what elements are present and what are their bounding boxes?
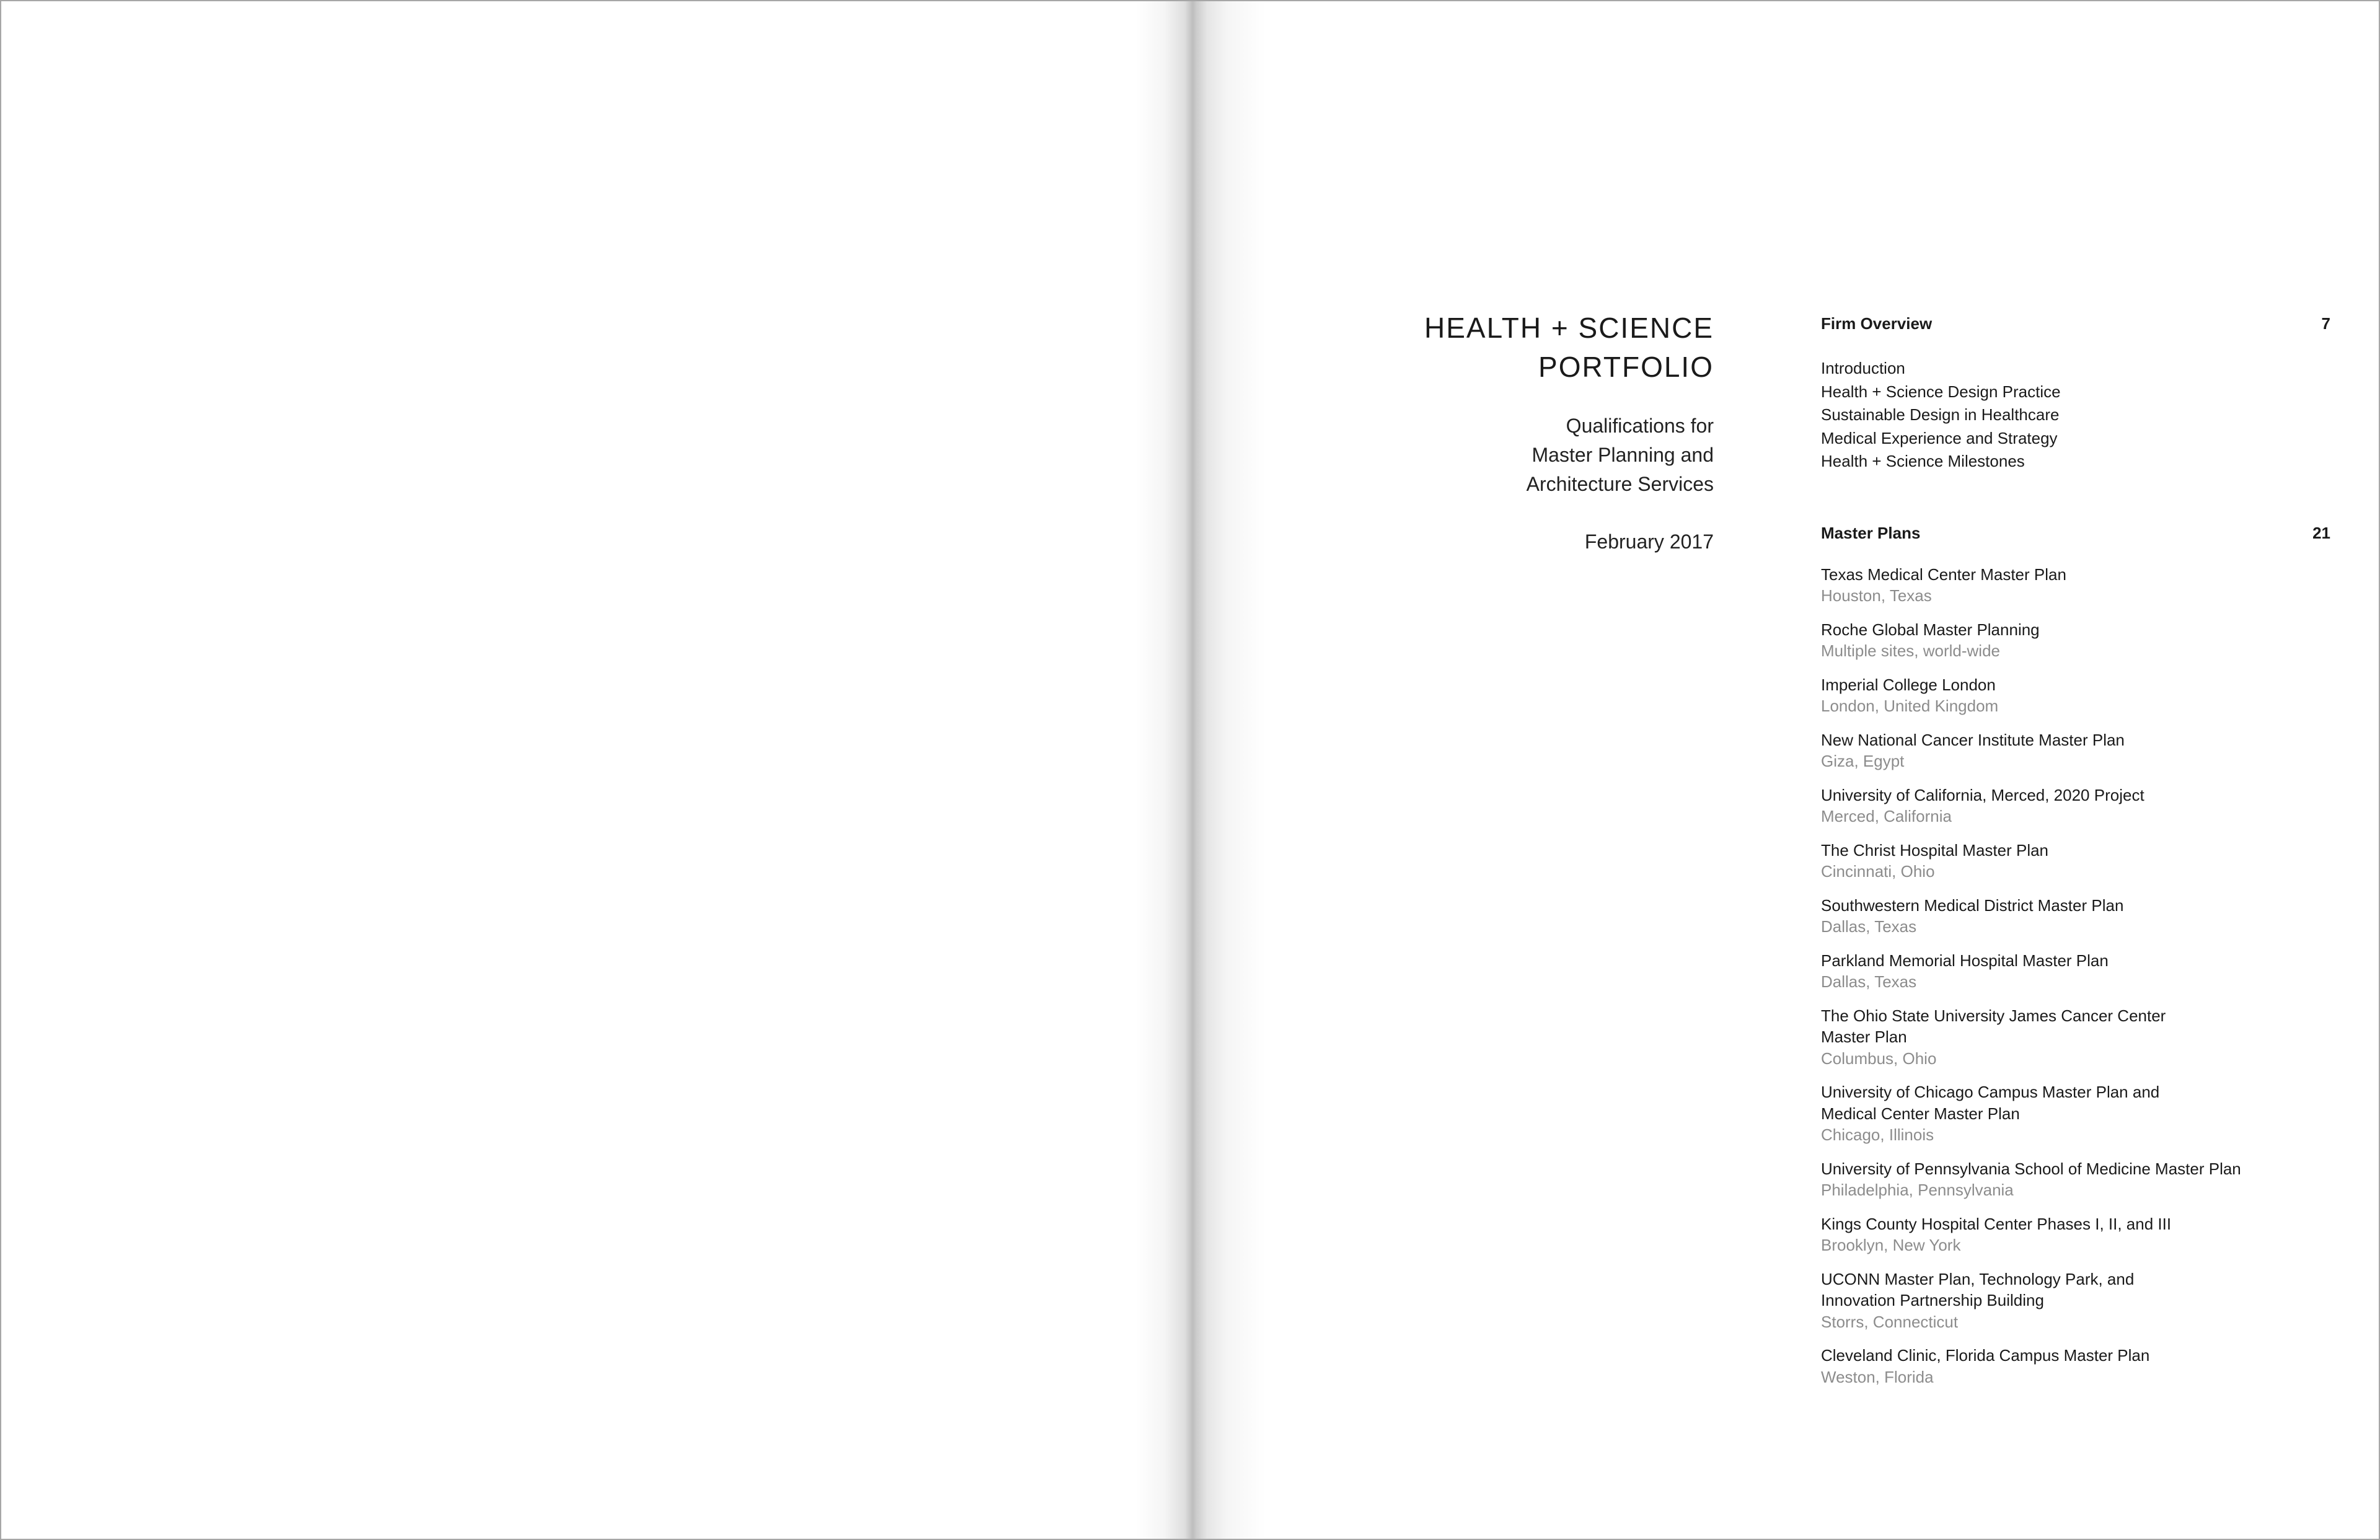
plan-title: Texas Medical Center Master Plan <box>1821 565 2066 584</box>
toc-heading[interactable] <box>1821 521 2330 545</box>
subtitle-line: Architecture Services <box>1526 473 1714 495</box>
toc-list-item[interactable]: Health + Science Milestones <box>1821 452 2025 470</box>
plan-location: Columbus, Ohio <box>1821 1049 1937 1068</box>
toc-plan-entry[interactable] <box>1821 950 2330 993</box>
toc-plan-entry[interactable] <box>1821 1213 2330 1256</box>
plan-title: University of Pennsylvania School of Medicine Master Plan <box>1821 1159 2241 1178</box>
portfolio-subtitle <box>1280 411 1714 499</box>
plan-location: Giza, Egypt <box>1821 752 1905 770</box>
plan-title: The Christ Hospital Master Plan <box>1821 840 2049 860</box>
toc-plan-entry[interactable] <box>1821 1081 2330 1146</box>
toc-list-item[interactable]: Medical Experience and Strategy <box>1821 428 2058 447</box>
plan-location: Merced, California <box>1821 807 1952 825</box>
toc-list-item[interactable]: Sustainable Design in Healthcare <box>1821 405 2060 424</box>
plan-location: Houston, Texas <box>1821 586 1932 605</box>
plan-location: Multiple sites, world-wide <box>1821 641 2000 660</box>
plan-location: Cincinnati, Ohio <box>1821 862 1935 881</box>
plan-title: Imperial College London <box>1821 675 1996 694</box>
plan-location: Philadelphia, Pennsylvania <box>1821 1181 2014 1199</box>
toc-section-firm-overview <box>1821 311 2330 473</box>
toc-overview-list <box>1821 357 2330 473</box>
plan-title: Master Plan <box>1821 1027 1907 1046</box>
plan-title: Southwestern Medical District Master Plan <box>1821 895 2124 915</box>
plan-title: University of California, Merced, 2020 Project <box>1821 785 2144 804</box>
toc-list-item[interactable]: Health + Science Design Practice <box>1821 382 2061 401</box>
plan-location: Dallas, Texas <box>1821 917 1917 936</box>
publication-date: February 2017 <box>1584 530 1714 553</box>
table-of-contents <box>1821 311 2330 1400</box>
toc-plan-entry[interactable] <box>1821 674 2330 717</box>
plan-location: Dallas, Texas <box>1821 972 1917 991</box>
toc-plan-entry[interactable] <box>1821 619 2330 662</box>
toc-plan-entry[interactable] <box>1821 729 2330 772</box>
toc-page-number: 21 <box>2312 523 2330 542</box>
toc-plan-entry[interactable] <box>1821 785 2330 827</box>
toc-heading-label: Firm Overview <box>1821 314 1933 333</box>
toc-plan-entry[interactable] <box>1821 840 2330 882</box>
plan-location: Brooklyn, New York <box>1821 1236 1961 1254</box>
toc-plan-entry[interactable] <box>1821 564 2330 607</box>
toc-heading-label: Master Plans <box>1821 523 1921 542</box>
plan-title: The Ohio State University James Cancer Center <box>1821 1006 2166 1025</box>
plan-title: Cleveland Clinic, Florida Campus Master Plan <box>1821 1346 2150 1365</box>
title-line: HEALTH + SCIENCE <box>1424 312 1714 344</box>
toc-plan-entry[interactable] <box>1821 1005 2330 1070</box>
subtitle-line: Master Planning and <box>1532 444 1714 466</box>
plan-title: Innovation Partnership Building <box>1821 1291 2044 1309</box>
toc-master-plans-list <box>1821 564 2330 1388</box>
plan-title: University of Chicago Campus Master Plan and <box>1821 1083 2160 1101</box>
plan-location: Chicago, Illinois <box>1821 1125 1934 1144</box>
toc-plan-entry[interactable] <box>1821 1158 2330 1201</box>
plan-location: Weston, Florida <box>1821 1367 1934 1386</box>
plan-title: Parkland Memorial Hospital Master Plan <box>1821 951 2109 970</box>
toc-list-item[interactable]: Introduction <box>1821 359 1905 377</box>
title-line: PORTFOLIO <box>1538 351 1714 383</box>
toc-page-number: 7 <box>2321 314 2330 333</box>
plan-title: Roche Global Master Planning <box>1821 620 2040 639</box>
toc-plan-entry[interactable] <box>1821 895 2330 938</box>
plan-title: Medical Center Master Plan <box>1821 1104 2020 1123</box>
plan-title: UCONN Master Plan, Technology Park, and <box>1821 1269 2135 1288</box>
toc-section-master-plans <box>1821 521 2330 1388</box>
toc-plan-entry[interactable] <box>1821 1345 2330 1388</box>
toc-plan-entry[interactable] <box>1821 1269 2330 1333</box>
plan-location: Storrs, Connecticut <box>1821 1312 1959 1331</box>
portfolio-title <box>1280 309 1714 387</box>
plan-title: Kings County Hospital Center Phases I, II, and III <box>1821 1214 2172 1233</box>
plan-title: New National Cancer Institute Master Plan <box>1821 730 2125 749</box>
title-block <box>1280 309 1714 557</box>
plan-location: London, United Kingdom <box>1821 697 1999 715</box>
toc-heading[interactable] <box>1821 311 2330 336</box>
left-page-blank <box>1 1 1189 1539</box>
subtitle-line: Qualifications for <box>1566 415 1714 437</box>
